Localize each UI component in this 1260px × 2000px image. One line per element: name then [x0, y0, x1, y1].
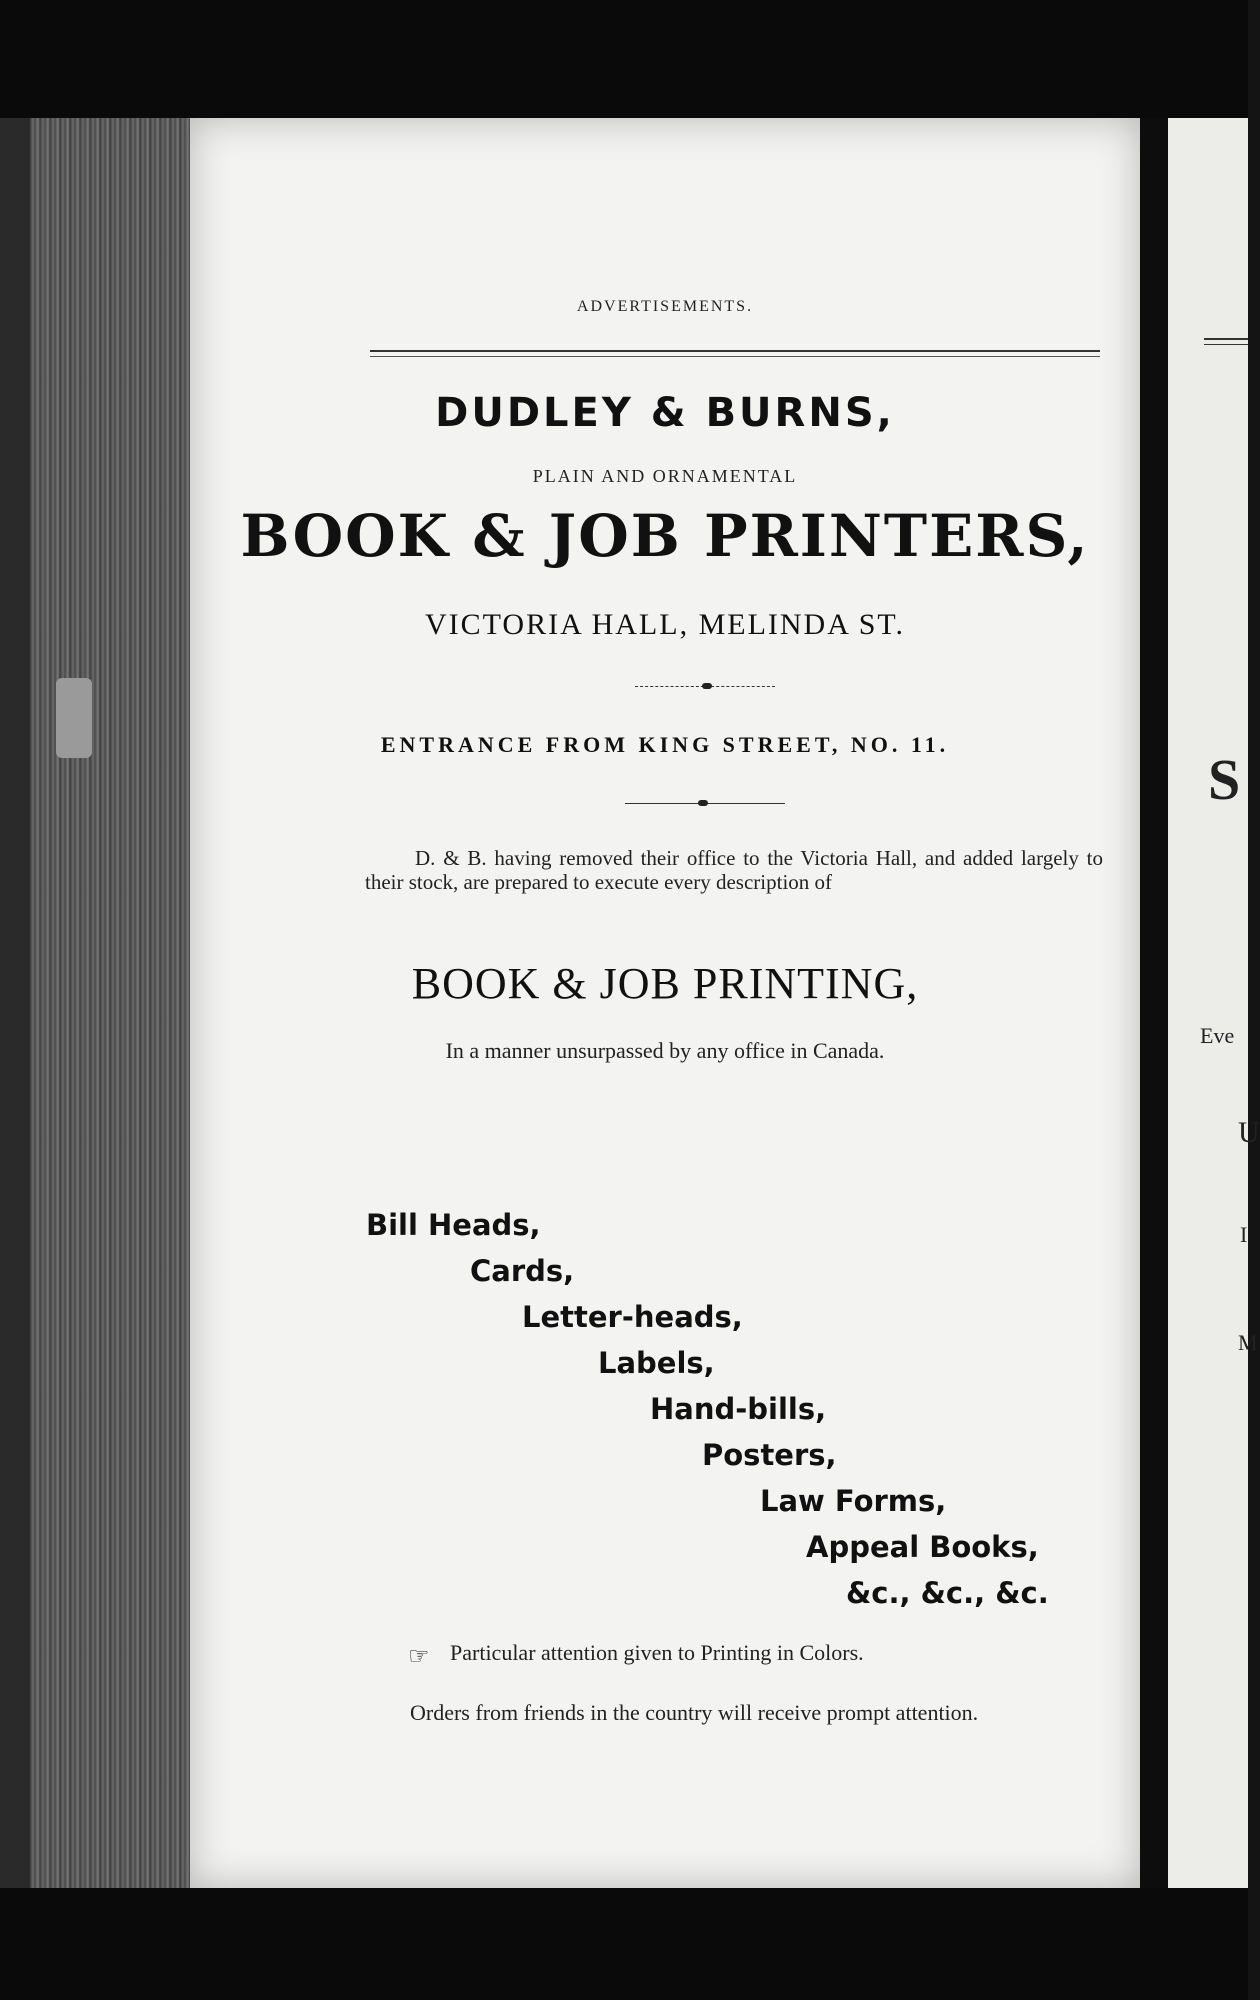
list-item: Bill Heads,	[366, 1208, 541, 1242]
page-header: ADVERTISEMENTS.	[576, 298, 754, 315]
advertisement-page	[190, 118, 1140, 1888]
list-item: Cards,	[470, 1254, 575, 1288]
adjacent-fragment: Eve	[1200, 1023, 1235, 1048]
list-item: &c., &c., &c.	[846, 1576, 1049, 1610]
adjacent-header-rule-thin	[1204, 344, 1248, 345]
divider-ornament-2	[698, 800, 708, 806]
pointing-hand-icon: ☞	[408, 1644, 430, 1670]
list-item: Appeal Books,	[806, 1530, 1039, 1564]
adjacent-fragment: U	[1238, 1116, 1260, 1149]
quality-statement: In a manner unsurpassed by any office in Canada.	[445, 1038, 885, 1063]
entrance-line: ENTRANCE FROM KING STREET, NO. 11.	[380, 732, 950, 757]
firm-subline: PLAIN AND ORNAMENTAL	[532, 466, 798, 486]
attention-note: Particular attention given to Printing in Colors.	[450, 1640, 864, 1665]
list-item: Labels,	[598, 1346, 715, 1380]
firm-name: DUDLEY & BURNS,	[435, 390, 895, 436]
adjacent-header-rule	[1204, 338, 1248, 340]
list-item: Law Forms,	[760, 1484, 947, 1518]
divider-ornament	[702, 683, 712, 689]
list-item: Hand-bills,	[650, 1392, 827, 1426]
adjacent-fragment: M	[1238, 1330, 1258, 1355]
firm-address: VICTORIA HALL, MELINDA ST.	[424, 608, 906, 641]
service-heading: BOOK & JOB PRINTING,	[411, 959, 919, 1008]
adjacent-fragment: S	[1208, 747, 1241, 812]
page-tab-marker	[56, 678, 92, 758]
book-gutter	[1140, 118, 1168, 1938]
orders-note: Orders from friends in the country will receive prompt attention.	[410, 1700, 979, 1725]
page-stack-edges	[30, 118, 190, 1888]
list-item: Letter-heads,	[522, 1300, 743, 1334]
header-rule-thin	[370, 356, 1100, 357]
adjacent-page-fragment	[1168, 118, 1260, 1888]
scan-bottom-border	[0, 1888, 1248, 2000]
intro-paragraph: D. & B. having removed their office to the Victoria Hall, and added largely to their stock, are prepared to execute every description of	[365, 846, 1103, 894]
book-cover-edge	[0, 118, 30, 1888]
list-item: Posters,	[702, 1438, 837, 1472]
adjacent-fragment: I	[1240, 1222, 1248, 1247]
header-rule	[370, 350, 1100, 352]
scan-top-border	[0, 0, 1248, 118]
business-title: BOOK & JOB PRINTERS,	[240, 502, 1090, 570]
